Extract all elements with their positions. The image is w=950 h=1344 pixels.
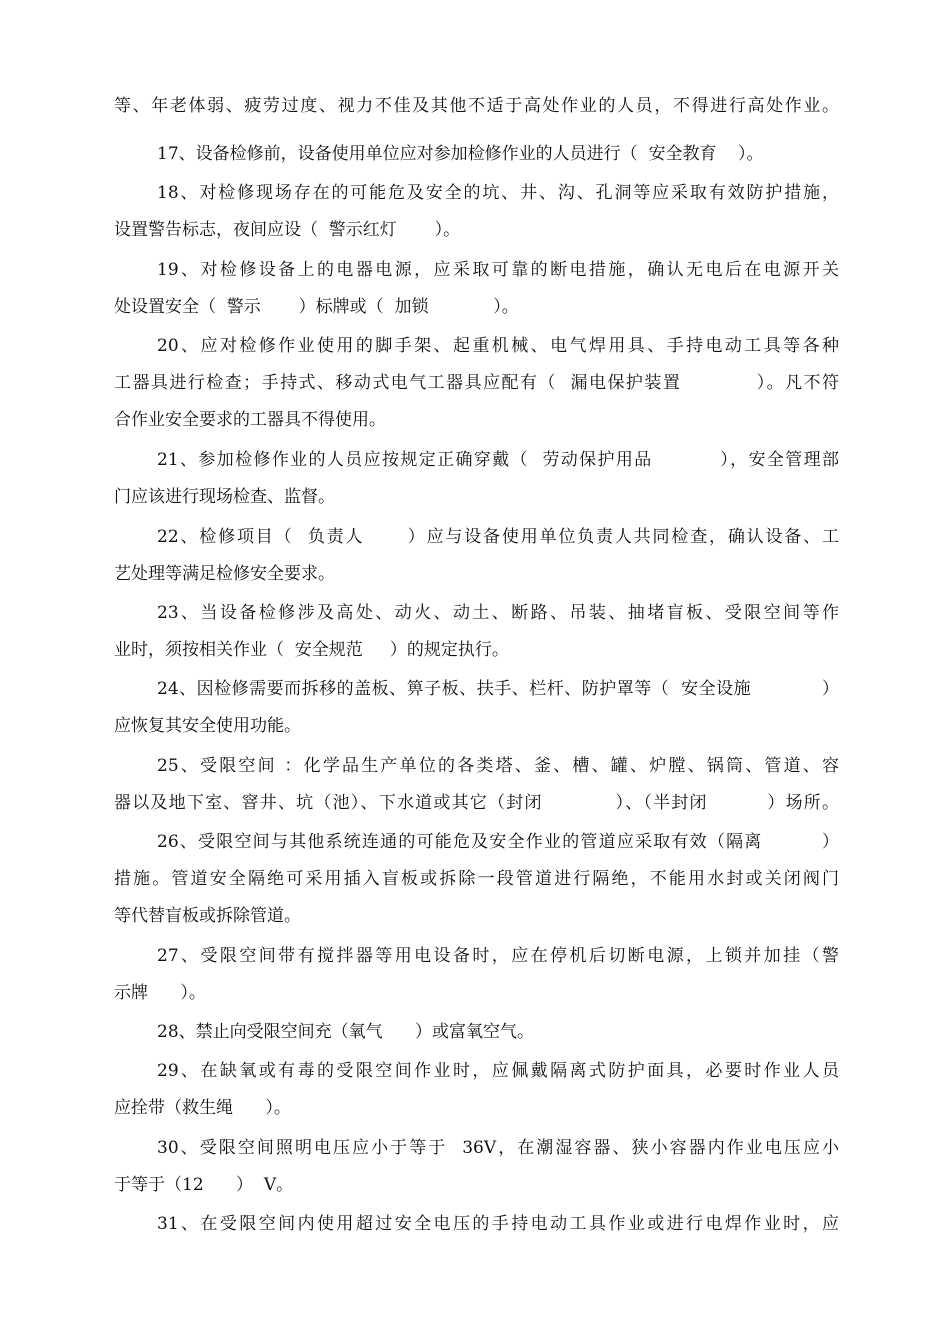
- text-line: 20、应对检修作业使用的脚手架、起重机械、电气焊用具、手持电动工具等各种: [157, 336, 839, 356]
- text-line: 措施。管道安全隔绝可采用插入盲板或拆除一段管道进行隔绝，不能用水封或关闭阀门: [114, 869, 839, 889]
- text-line: 工器具进行检查；手持式、移动式电气工器具应配有（ 漏电保护装置 ）。凡不符: [114, 373, 839, 393]
- text-line: 合作业安全要求的工器具不得使用。: [114, 410, 386, 430]
- text-line: 28、禁止向受限空间充（氧气 ）或富氧空气。: [157, 1022, 535, 1042]
- text-line: 处设置安全（ 警示 ）标牌或（ 加锁 ）。: [114, 297, 519, 317]
- text-line: 25、受限空间 ：化学品生产单位的各类塔、釜、槽、罐、炉膛、锅筒、管道、容: [157, 756, 839, 776]
- text-line: 门应该进行现场检查、监督。: [114, 487, 335, 507]
- text-line: 示牌 ）。: [114, 983, 206, 1003]
- text-line: 31、在受限空间内使用超过安全电压的手持电动工具作业或进行电焊作业时，应: [157, 1214, 839, 1234]
- text-line: 于等于（12 ） V。: [114, 1175, 294, 1195]
- text-line: 18、对检修现场存在的可能危及安全的坑、井、沟、孔洞等应采取有效防护措施，: [157, 183, 839, 203]
- text-line: 设置警告标志，夜间应设（ 警示红灯 ）。: [114, 220, 461, 240]
- text-line: 19、对检修设备上的电器电源，应采取可靠的断电措施，确认无电后在电源开关: [157, 260, 839, 280]
- text-line: 应拴带（救生绳 ）。: [114, 1098, 291, 1118]
- text-line: 27、受限空间带有搅拌器等用电设备时，应在停机后切断电源，上锁并加挂（警: [157, 946, 839, 966]
- text-line: 艺处理等满足检修安全要求。: [114, 564, 335, 584]
- text-line: 23、当设备检修涉及高处、动火、动土、断路、吊装、抽堵盲板、受限空间等作: [157, 603, 839, 623]
- text-line: 等代替盲板或拆除管道。: [114, 906, 301, 926]
- text-line: 21、参加检修作业的人员应按规定正确穿戴（ 劳动保护用品 ），安全管理部: [157, 450, 839, 470]
- text-line: 17、设备检修前，设备使用单位应对参加检修作业的人员进行（ 安全教育 ）。: [157, 144, 764, 164]
- text-line: 24、因检修需要而拆移的盖板、箅子板、扶手、栏杆、防护罩等（ 安全设施 ）: [157, 679, 839, 699]
- text-line: 器以及地下室、窨井、坑（池）、下水道或其它（封闭 ）、（半封闭 ）场所。: [114, 793, 839, 813]
- text-line: 26、受限空间与其他系统连通的可能危及安全作业的管道应采取有效（隔离 ）: [157, 832, 839, 852]
- text-line: 应恢复其安全使用功能。: [114, 716, 301, 736]
- text-line: 22、检修项目（ 负责人 ）应与设备使用单位负责人共同检查，确认设备、工: [157, 527, 839, 547]
- text-line: 29、在缺氧或有毒的受限空间作业时，应佩戴隔离式防护面具，必要时作业人员: [157, 1061, 839, 1081]
- text-line: 等、年老体弱、疲劳过度、视力不佳及其他不适于高处作业的人员，不得进行高处作业。: [114, 96, 839, 116]
- text-line: 30、受限空间照明电压应小于等于 36V，在潮湿容器、狭小容器内作业电压应小: [157, 1138, 839, 1158]
- text-line: 业时，须按相关作业（ 安全规范 ）的规定执行。: [114, 640, 509, 660]
